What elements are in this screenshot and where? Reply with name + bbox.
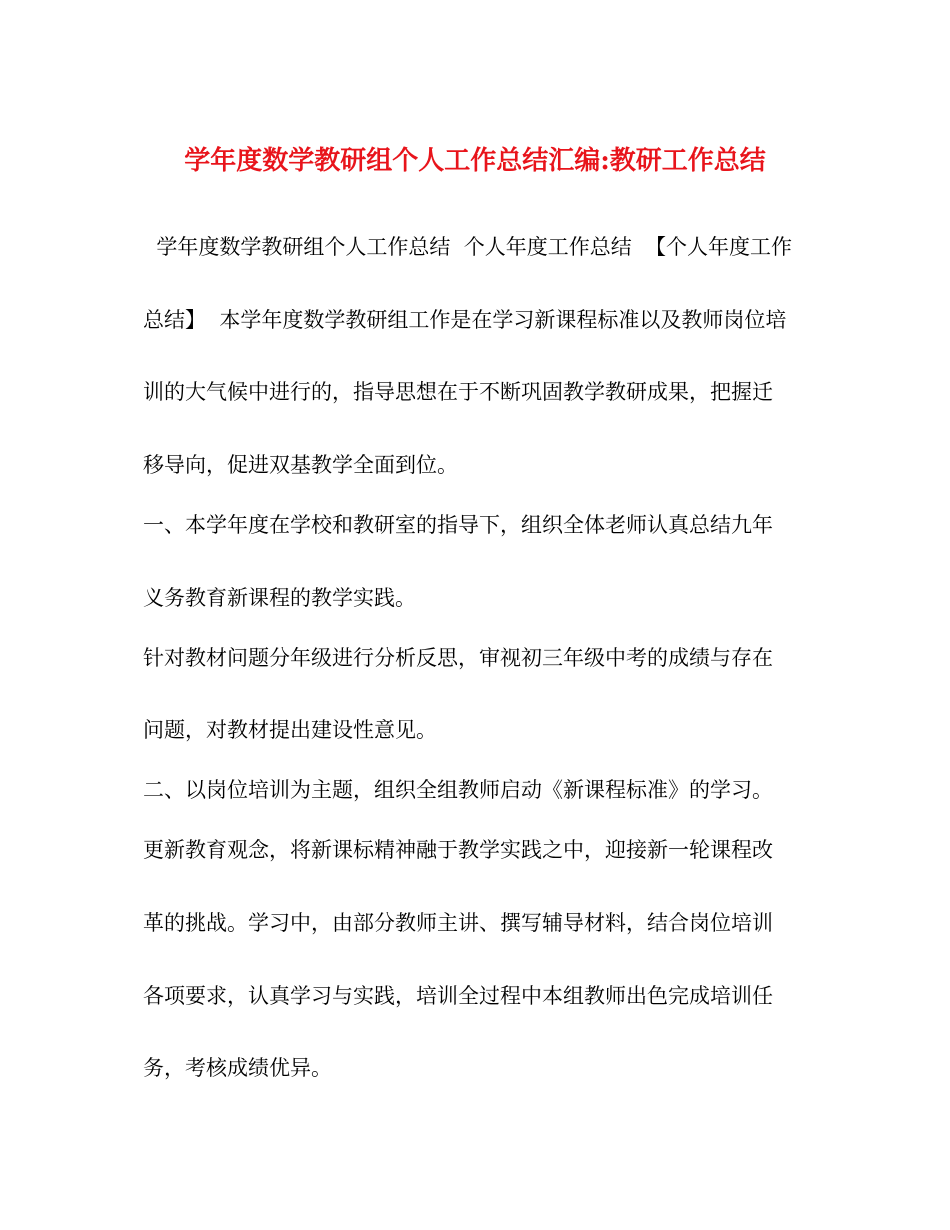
body-line-12: 各项要求，认真学习与实践，培训全过程中本组教师出色完成培训任 [143, 984, 773, 1008]
body-line-5: 一、本学年度在学校和教研室的指导下，组织全体老师认真总结九年 [143, 513, 773, 537]
body-line-4: 移导向，促进双基教学全面到位。 [143, 453, 458, 477]
body-line-3: 训的大气候中进行的，指导思想在于不断巩固教学教研成果，把握迁 [143, 380, 773, 404]
body-line-13: 务，考核成绩优异。 [143, 1056, 332, 1080]
body-line-7: 针对教材问题分年级进行分析反思，审视初三年级中考的成绩与存在 [143, 646, 773, 670]
body-line-6: 义务教育新课程的教学实践。 [143, 586, 416, 610]
document-title: 学年度数学教研组个人工作总结汇编:教研工作总结 [184, 146, 766, 176]
body-line-9: 二、以岗位培训为主题，组织全组教师启动《新课程标准》的学习。 [143, 778, 773, 802]
body-line-8: 问题，对教材提出建设性意见。 [143, 718, 437, 742]
body-line-1: 学年度数学教研组个人工作总结 个人年度工作总结 【个人年度工作 [143, 235, 793, 259]
body-line-11: 革的挑战。学习中，由部分教师主讲、撰写辅导材料，结合岗位培训 [143, 911, 773, 935]
body-line-2: 总结】 本学年度数学教研组工作是在学习新课程标准以及教师岗位培 [143, 308, 787, 332]
body-line-10: 更新教育观念，将新课标精神融于教学实践之中，迎接新一轮课程改 [143, 838, 773, 862]
